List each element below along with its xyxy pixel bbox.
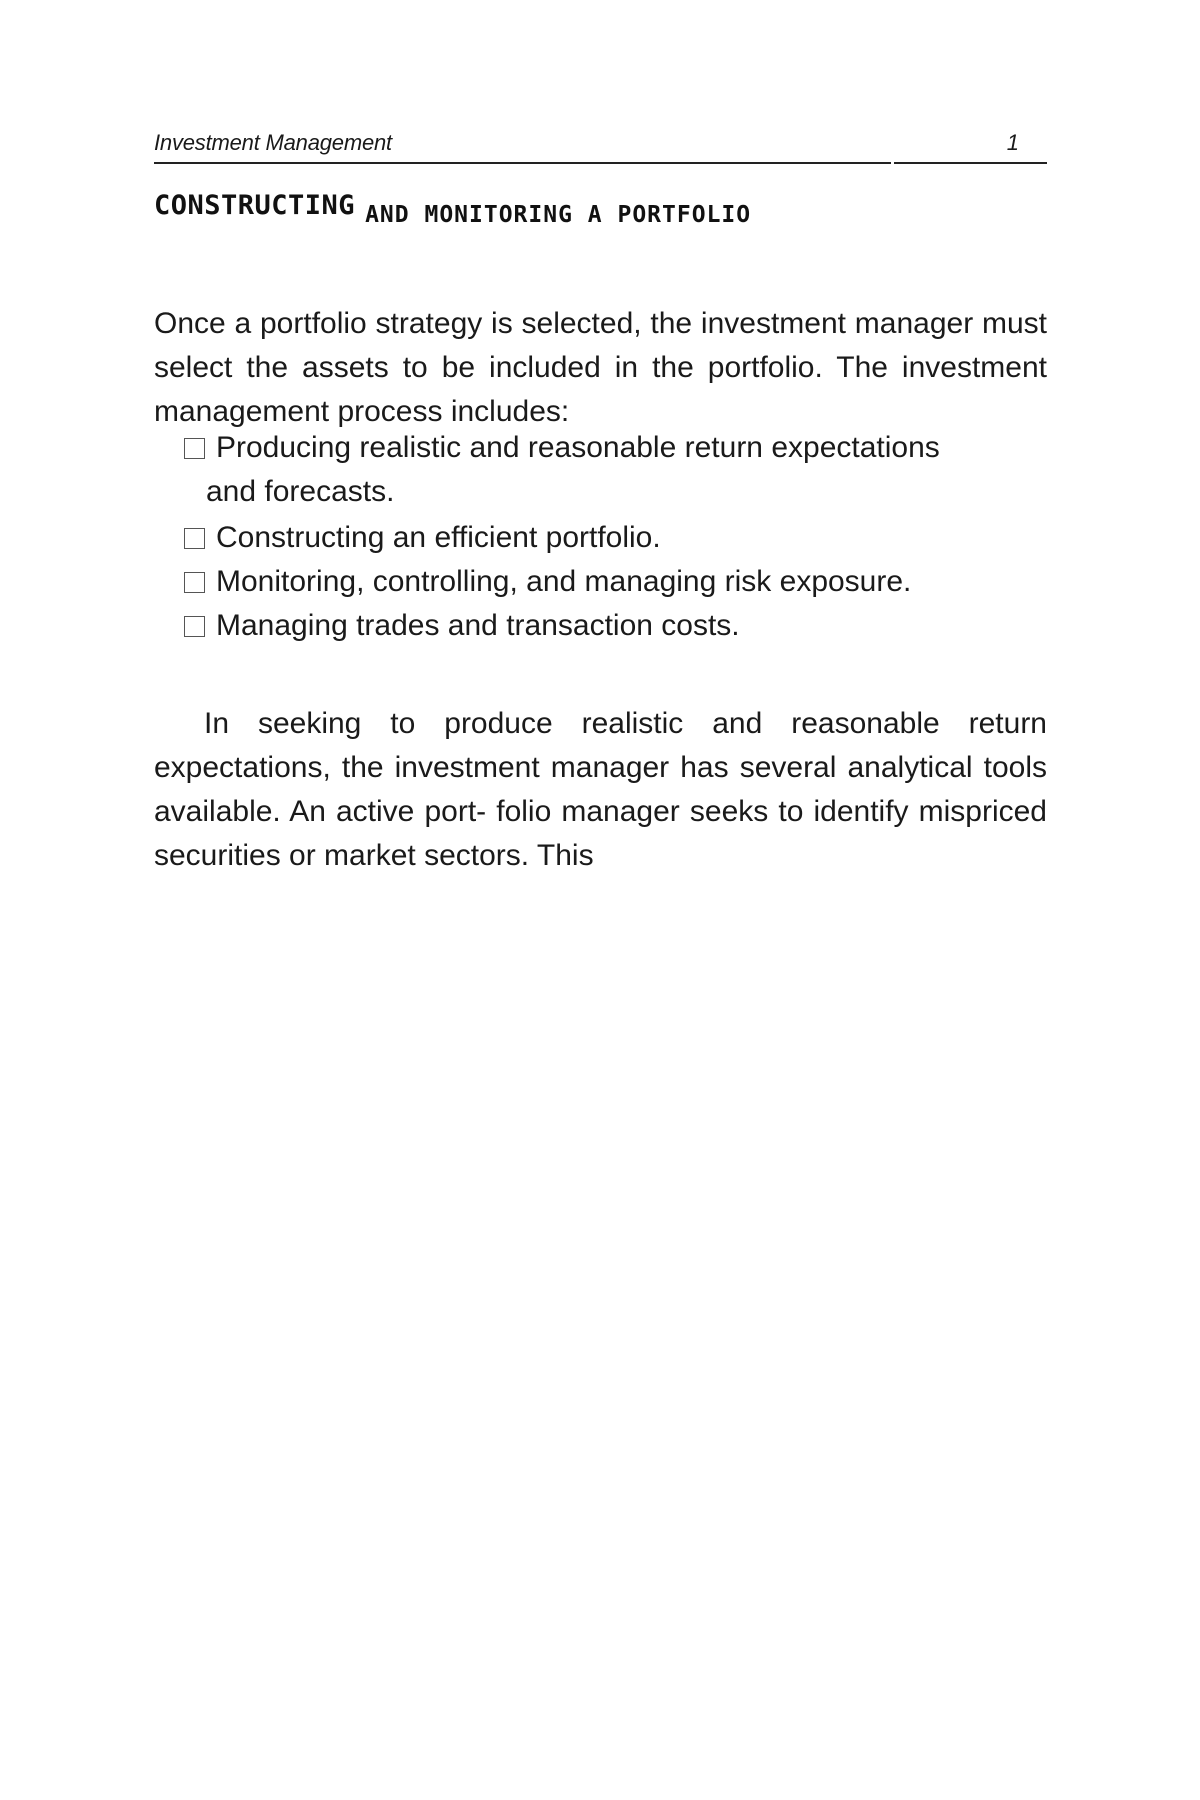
list-item <box>184 426 1047 514</box>
list-item <box>184 560 1047 604</box>
document-page <box>154 0 1047 1800</box>
header-title: Investment Management <box>154 130 392 155</box>
section-heading-part2: AND MONITORING A PORTFOLIO <box>365 202 752 228</box>
page-number: 1 <box>1006 130 1019 155</box>
body-paragraph: In seeking to produce realistic and reasonable return expectations, the investment manager has several analytical tools available. An active port- folio manager seeks to identify mispriced securities or market sectors. This <box>154 707 1047 872</box>
list-item-text: Monitoring, controlling, and managing risk exposure. <box>216 565 912 598</box>
section-heading <box>154 190 752 228</box>
list-item <box>184 604 1047 648</box>
running-header <box>154 128 1047 164</box>
list-item-continuation: and forecasts. <box>206 475 395 508</box>
list-item <box>184 516 1047 560</box>
checkbox-icon <box>184 438 205 459</box>
rule-gap <box>891 162 894 164</box>
checklist <box>184 426 1047 648</box>
list-item-text: Managing trades and transaction costs. <box>216 609 740 642</box>
list-item-text: Producing realistic and reasonable return expectations <box>216 431 940 464</box>
checkbox-icon <box>184 572 205 593</box>
list-item-text: Constructing an efficient portfolio. <box>216 521 661 554</box>
section-heading-part1: CONSTRUCTING <box>154 190 356 221</box>
checkbox-icon <box>184 616 205 637</box>
intro-paragraph: Once a portfolio strategy is selected, the investment manager must select the assets to be included in the portfolio. The investment management process includes: <box>154 307 1047 428</box>
checkbox-icon <box>184 528 205 549</box>
